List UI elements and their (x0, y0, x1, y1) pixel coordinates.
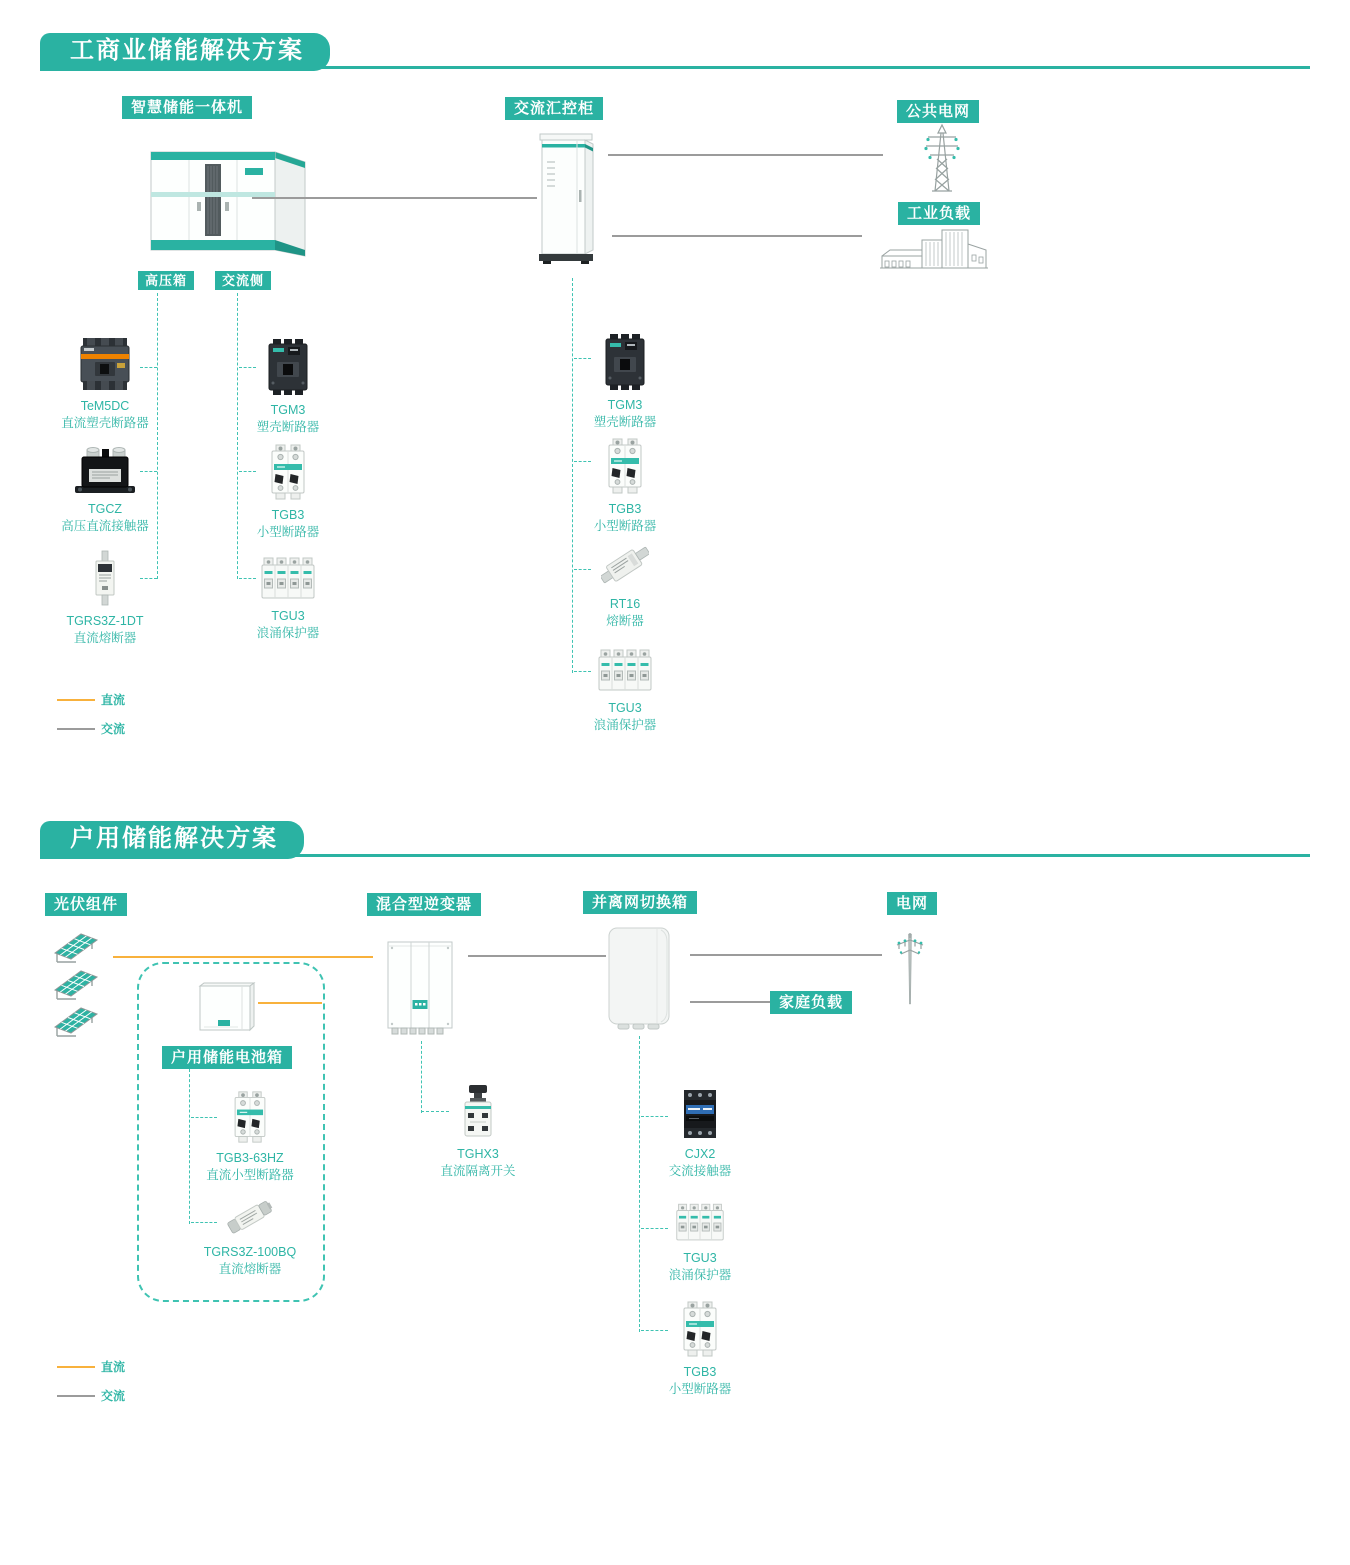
tgb3-breaker-icon (640, 1300, 760, 1358)
solar-panel-icon (46, 965, 102, 1001)
product-desc: 塑壳断路器 (593, 414, 657, 429)
label-battery-box: 户用储能电池箱 (162, 1046, 292, 1069)
ac-line-cabinet-to-grid (608, 154, 883, 156)
product-tgrs3z-1dt (45, 549, 165, 646)
label-transfer-box: 并离网切换箱 (583, 891, 697, 914)
product-model: TGU3 (271, 609, 305, 623)
storage-unit-cabinet-icon (145, 132, 310, 258)
product-desc: 浪涌保护器 (593, 717, 657, 732)
product-desc: 塑壳断路器 (256, 419, 320, 434)
product-tghx3 (418, 1084, 538, 1179)
product-model: TGB3-63HZ (216, 1151, 284, 1165)
tgm3-breaker-icon (565, 333, 685, 391)
product-model: TGM3 (607, 398, 643, 412)
tem5dc-breaker-icon (45, 336, 165, 392)
rt16-fuse-icon (565, 540, 685, 590)
product-tgb3-63hz (190, 1090, 310, 1183)
product-model: CJX2 (684, 1147, 716, 1161)
product-desc: 熔断器 (606, 613, 644, 628)
product-desc: 浪涌保护器 (668, 1267, 732, 1282)
product-tem5dc (45, 336, 165, 431)
product-cjx2 (640, 1088, 760, 1179)
product-tgcz (45, 445, 165, 534)
legend-ac-label: 交流 (101, 722, 126, 736)
dashed-connector-transfer-products (639, 1036, 640, 1332)
product-model: TGRS3Z-1DT (66, 614, 144, 628)
ac-line-storage-to-cabinet (252, 197, 537, 199)
label-home-load: 家庭负载 (770, 991, 852, 1014)
product-desc: 交流接触器 (668, 1163, 732, 1178)
product-desc: 小型断路器 (593, 518, 657, 533)
solar-panel-icon (46, 928, 102, 964)
legend-ac-line (57, 1395, 95, 1397)
tgm3-breaker-icon (228, 338, 348, 396)
ac-line-cabinet-to-load (612, 235, 862, 237)
label-ac-cabinet: 交流汇控柜 (505, 97, 603, 120)
legend-ac-line (57, 728, 95, 730)
product-model: RT16 (609, 597, 641, 611)
product-desc: 高压直流接触器 (61, 518, 149, 533)
product-tgu3 (565, 648, 685, 733)
product-desc: 小型断路器 (256, 524, 320, 539)
product-model: TGM3 (270, 403, 306, 417)
tgu3-spd-icon (565, 648, 685, 694)
product-model: TeM5DC (80, 399, 130, 413)
tgu3-spd-icon (228, 556, 348, 602)
product-tgu3 (640, 1202, 760, 1283)
ac-control-cabinet-icon (535, 128, 599, 264)
section2-title: 户用储能解决方案 (40, 821, 304, 859)
product-model: TGHX3 (457, 1147, 499, 1161)
tgb3-breaker-icon (565, 437, 685, 495)
product-tgm3 (228, 338, 348, 435)
product-desc: 小型断路器 (668, 1381, 732, 1396)
label-hv-box: 高压箱 (138, 271, 194, 290)
label-hybrid-inverter: 混合型逆变器 (367, 893, 481, 916)
label-pv-modules: 光伏组件 (45, 893, 127, 916)
battery-box-icon (192, 978, 258, 1034)
ac-line-transfer-box-to-grid (690, 954, 882, 956)
label-public-grid: 公共电网 (897, 100, 979, 123)
label-grid: 电网 (887, 892, 937, 915)
product-desc: 直流熔断器 (218, 1261, 282, 1276)
transfer-box-icon (605, 924, 673, 1032)
tgu3-spd-icon (640, 1202, 760, 1244)
legend-ac-label: 交流 (101, 1389, 126, 1403)
dc-line-pv-to-inverter (113, 956, 373, 958)
ac-line-transfer-box-to-home-load (690, 1001, 770, 1003)
product-tgm3 (565, 333, 685, 430)
product-rt16 (565, 540, 685, 629)
tgcz-contactor-icon (45, 445, 165, 495)
label-storage-unit: 智慧储能一体机 (122, 96, 252, 119)
label-industrial-load: 工业负载 (898, 202, 980, 225)
tgrs3z-100bq-fuse-icon (190, 1196, 310, 1238)
tghx3-isolator-icon (418, 1084, 538, 1140)
ac-line-inverter-to-transfer-box (468, 955, 606, 957)
product-model: TGB3 (608, 502, 642, 516)
cjx2-contactor-icon (640, 1088, 760, 1140)
legend-dc-line (57, 1366, 95, 1368)
legend-dc-line (57, 699, 95, 701)
product-desc: 浪涌保护器 (256, 625, 320, 640)
product-tgb3 (640, 1300, 760, 1397)
product-model: TGU3 (608, 701, 642, 715)
tgrs3z-1dt-fuse-icon (45, 549, 165, 607)
product-tgb3 (228, 443, 348, 540)
product-model: TGCZ (87, 502, 123, 516)
product-tgrs3z-100bq (190, 1196, 310, 1277)
legend-dc-label: 直流 (101, 1360, 126, 1374)
dc-line-battery-to-inverter (258, 1002, 322, 1004)
product-model: TGRS3Z-100BQ (203, 1245, 297, 1259)
product-model: TGU3 (683, 1251, 717, 1265)
section1-title: 工商业储能解决方案 (40, 33, 330, 71)
product-desc: 直流熔断器 (73, 630, 137, 645)
product-desc: 直流隔离开关 (440, 1163, 516, 1178)
solar-panel-icon (46, 1002, 102, 1038)
tgb3-63hz-breaker-icon (190, 1090, 310, 1144)
product-desc: 直流小型断路器 (206, 1167, 294, 1182)
product-model: TGB3 (683, 1365, 717, 1379)
product-desc: 直流塑壳断路器 (61, 415, 149, 430)
label-ac-side: 交流侧 (215, 271, 271, 290)
hybrid-inverter-icon (384, 936, 456, 1036)
product-tgu3 (228, 556, 348, 641)
factory-building-icon (878, 226, 990, 274)
product-model: TGB3 (271, 508, 305, 522)
transmission-tower-icon (918, 121, 966, 193)
product-tgb3 (565, 437, 685, 534)
tgb3-breaker-icon (228, 443, 348, 501)
legend-dc-label: 直流 (101, 693, 126, 707)
utility-pole-icon (893, 928, 927, 1008)
